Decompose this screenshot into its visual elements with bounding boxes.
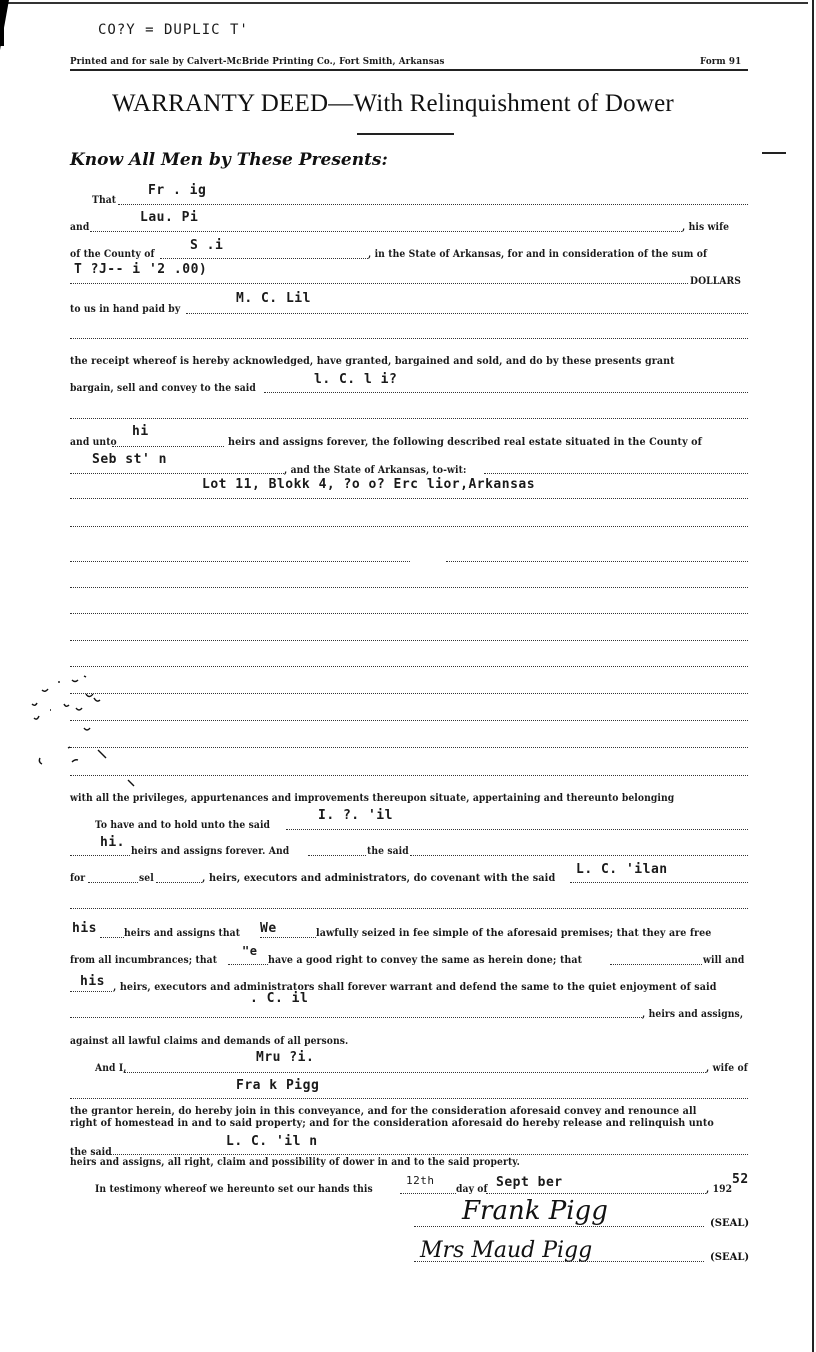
receipt-text: the receipt whereof is hereby acknowledged, have granted, bargained and sold, and do by these presents grant bbox=[70, 356, 675, 367]
we-field-1: We bbox=[260, 921, 277, 936]
quiet-enjoyment-field: . C. il bbox=[250, 991, 309, 1006]
we-field-2: "e bbox=[242, 944, 258, 958]
blank-line bbox=[70, 338, 748, 339]
day-field: 12th bbox=[406, 1174, 435, 1187]
and-unto-field: hi bbox=[132, 424, 149, 439]
header-rule bbox=[70, 69, 748, 71]
month-line bbox=[486, 1193, 706, 1194]
county-line bbox=[160, 258, 368, 259]
and-label: and bbox=[70, 222, 90, 233]
his-wife-label: , his wife bbox=[682, 222, 730, 233]
wife-name-line bbox=[124, 1072, 706, 1073]
grantor-1-field: Fr . ig bbox=[148, 183, 207, 198]
seal-label-2: (SEAL) bbox=[710, 1252, 750, 1263]
state-consideration: , in the State of Arkansas, for and in consideration of the sum of bbox=[368, 249, 708, 260]
and-unto-label: and unto bbox=[70, 437, 117, 448]
sum-field: T ?J-- i '2 .00) bbox=[74, 262, 208, 277]
paid-by-line bbox=[186, 313, 748, 314]
month-field: Sept ber bbox=[496, 1175, 563, 1190]
day-of-label: day of bbox=[456, 1184, 488, 1195]
scan-left-edge-bar bbox=[0, 0, 4, 46]
bargain-label: bargain, sell and convey to the said bbox=[70, 383, 256, 394]
county-2-line bbox=[70, 473, 284, 474]
description-line bbox=[70, 775, 748, 776]
grantor-1-line bbox=[118, 204, 748, 205]
we-line bbox=[260, 937, 316, 938]
his-field-2: his bbox=[72, 921, 97, 936]
and-line bbox=[308, 855, 366, 856]
to-wit-line bbox=[484, 473, 748, 474]
good-right: have a good right to convey the same as herein done; that bbox=[268, 955, 583, 966]
description-line bbox=[70, 720, 748, 721]
description-line bbox=[70, 640, 748, 641]
seal-label-1: (SEAL) bbox=[710, 1218, 750, 1229]
sel-line bbox=[156, 882, 202, 883]
dollars-label: DOLLARS bbox=[690, 276, 742, 287]
covenant-line bbox=[570, 882, 748, 883]
paid-by-field: M. C. Lil bbox=[236, 291, 311, 306]
that-label: That bbox=[92, 195, 117, 206]
legal-description: Lot 11, Blokk 4, ?o o? Erc lior,Arkansas bbox=[202, 477, 536, 492]
dower-text: heirs and assigns, all right, claim and possibility of dower in and to the said property. bbox=[70, 1157, 520, 1168]
deed-title: WARRANTY DEED—With Relinquishment of Dower bbox=[112, 90, 674, 117]
husband-field: Fra k Pigg bbox=[236, 1078, 320, 1093]
blank-line bbox=[70, 908, 748, 909]
covenant-field: L. C. 'ilan bbox=[576, 862, 668, 877]
signature-maud-pigg: Mrs Maud Pigg bbox=[420, 1238, 593, 1263]
printer-credit: Printed and for sale by Calvert-McBride Printing Co., Fort Smith, Arkansas bbox=[70, 56, 445, 67]
county-2-field: Seb st' n bbox=[92, 452, 167, 467]
signature-frank-pigg: Frank Pigg bbox=[462, 1196, 608, 1226]
lawful-claims: against all lawful claims and demands of all persons. bbox=[70, 1036, 349, 1047]
scan-right-edge bbox=[812, 0, 814, 1352]
that-line bbox=[610, 964, 702, 965]
description-line bbox=[70, 613, 748, 614]
his-line bbox=[100, 937, 124, 938]
privileges-text: with all the privileges, appurtenances and improvements thereupon situate, appertaining and thereunto belonging bbox=[70, 793, 675, 804]
scan-top-edge bbox=[8, 2, 808, 4]
margin-mark bbox=[762, 152, 786, 154]
sum-line bbox=[70, 283, 688, 284]
grantor-2-line bbox=[90, 231, 682, 232]
grantor-2-field: Lau. Pi bbox=[140, 210, 199, 225]
his-field-1: hi. bbox=[100, 835, 125, 850]
husband-line bbox=[70, 1098, 748, 1099]
the-said-label-2: the said bbox=[70, 1147, 112, 1158]
description-line bbox=[70, 561, 410, 562]
to-have-label: To have and to hold unto the said bbox=[95, 820, 271, 831]
heirs-assigns-that: heirs and assigns that bbox=[124, 928, 241, 939]
description-line bbox=[70, 666, 748, 667]
covenant-text: , heirs, executors and administrators, do covenant with the said bbox=[202, 873, 556, 884]
the-said-label: the said bbox=[367, 846, 409, 857]
heirs-real-estate: heirs and assigns forever, the following described real estate situated in the County of bbox=[228, 437, 702, 448]
wife-name-field: Mru ?i. bbox=[256, 1050, 315, 1065]
year-prefix: , 192 bbox=[706, 1184, 733, 1195]
quiet-enjoyment-line bbox=[70, 1017, 642, 1018]
preamble: Know All Men by These Presents: bbox=[70, 150, 388, 170]
warrant-defend: , heirs, executors and administrators shall forever warrant and defend the same to the quiet enjoyment of said bbox=[113, 982, 717, 993]
sel-label: sel bbox=[139, 873, 154, 884]
grantor-herein-text: the grantor herein, do hereby join in this conveyance, and for the consideration aforesaid convey and renounce all bbox=[70, 1106, 697, 1117]
heirs-forever: heirs and assigns forever. And bbox=[131, 846, 290, 857]
homestead-text: right of homestead in and to said property; and for the consideration aforesaid do hereby release and relinquish unto bbox=[70, 1118, 714, 1129]
to-have-line bbox=[286, 829, 748, 830]
description-line bbox=[70, 693, 748, 694]
grantee-field: l. C. l i? bbox=[314, 372, 398, 387]
for-line bbox=[88, 882, 138, 883]
the-said-line bbox=[410, 855, 748, 856]
description-line bbox=[70, 747, 748, 748]
paid-by-label: to us in hand paid by bbox=[70, 304, 181, 315]
his-line bbox=[70, 991, 112, 992]
grantee-line bbox=[264, 392, 748, 393]
and-unto-line bbox=[112, 446, 224, 447]
margin-marks bbox=[28, 668, 168, 788]
will-and: will and bbox=[703, 955, 745, 966]
to-have-field: I. ?. 'il bbox=[318, 808, 393, 823]
from-incumbrances: from all incumbrances; that bbox=[70, 955, 218, 966]
county-label: of the County of bbox=[70, 249, 155, 260]
form-number: Form 91 bbox=[700, 56, 742, 67]
the-said-field: L. C. 'il n bbox=[226, 1134, 318, 1149]
signature-line-1 bbox=[414, 1226, 704, 1227]
duplicate-stamp: CO?Y = DUPLIC T' bbox=[98, 22, 249, 38]
and-i-label: And I, bbox=[95, 1063, 127, 1074]
blank-line bbox=[70, 418, 748, 419]
year-field: 52 bbox=[732, 1172, 749, 1187]
lawfully-seized: lawfully seized in fee simple of the aforesaid premises; that they are free bbox=[316, 928, 712, 939]
title-underline bbox=[357, 133, 454, 135]
county-field: S .i bbox=[190, 238, 224, 253]
testimony-label: In testimony whereof we hereunto set our hands this bbox=[95, 1184, 373, 1195]
wife-of: , wife of bbox=[706, 1063, 748, 1074]
the-said-line-2 bbox=[108, 1154, 748, 1155]
day-line bbox=[400, 1193, 456, 1194]
we-line-2 bbox=[228, 964, 268, 965]
description-line bbox=[70, 498, 748, 499]
description-line bbox=[70, 587, 748, 588]
his-field-3: his bbox=[80, 974, 105, 989]
state-to-wit: , and the State of Arkansas, to-wit: bbox=[284, 465, 467, 476]
for-label: for bbox=[70, 873, 86, 884]
heirs-and-assigns: , heirs and assigns, bbox=[642, 1009, 744, 1020]
description-line bbox=[70, 526, 748, 527]
description-line bbox=[446, 561, 748, 562]
his-line bbox=[70, 855, 130, 856]
